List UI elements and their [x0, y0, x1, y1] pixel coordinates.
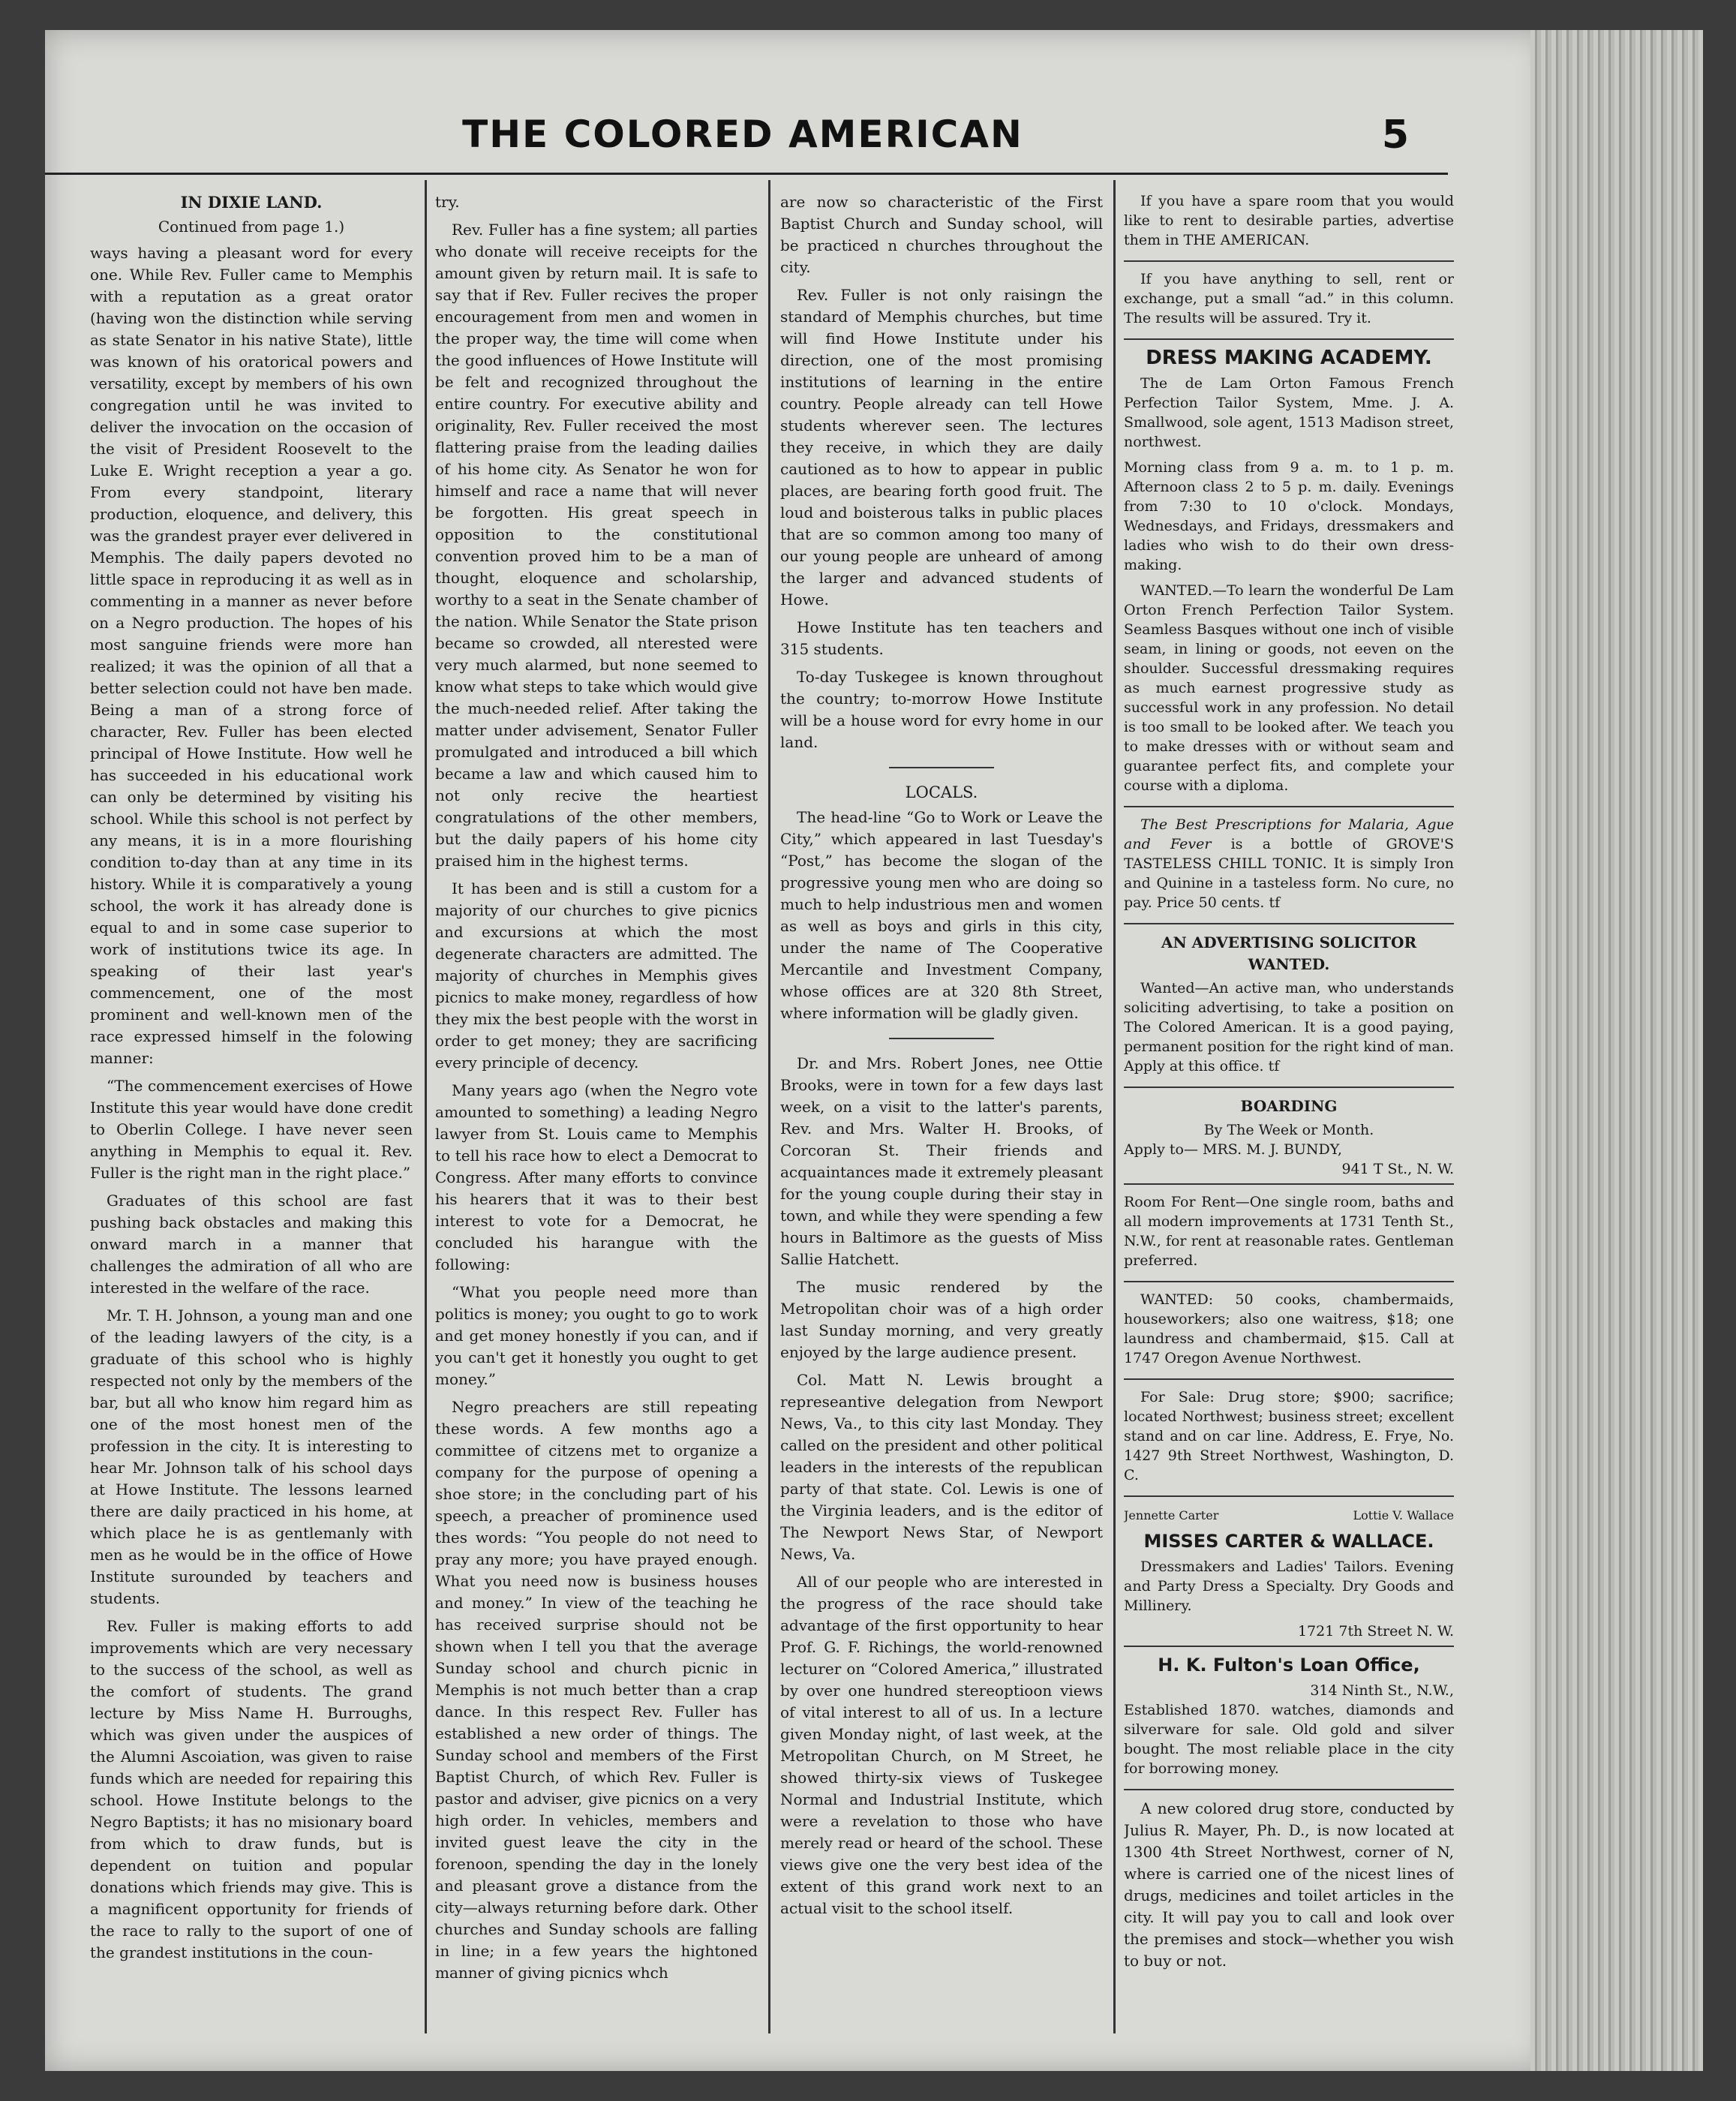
- proprietor-name: Lottie V. Wallace: [1353, 1508, 1454, 1522]
- ad-text: 1721 7th Street N. W.: [1297, 1623, 1454, 1640]
- paragraph: “What you people need more than politics is money; you ought to go to work and get money honestly if you can, and if you can't get it honestly you ought to get money.”: [435, 1283, 758, 1388]
- ad-text: WANTED: 50 cooks, chambermaids, houseworkers; also one waitress, $18; one laundress and chambermaid, $15. Call at 1747 Oregon Avenue Northwest.: [1124, 1291, 1454, 1366]
- column-1: [90, 191, 413, 2045]
- ad-text: Room For Rent—One single room, baths and all modern improvements at 1731 Tenth St., N.W., for rent at reasonable rates. Gentleman preferred.: [1124, 1194, 1454, 1269]
- ad-text: 941 T St., N. W.: [1341, 1161, 1454, 1177]
- column-2: [435, 191, 758, 2045]
- paragraph: To-day Tuskegee is known throughout the country; to-morrow Howe Institute will be a house word for evry home in our land.: [780, 668, 1103, 751]
- ad-title: DRESS MAKING ACADEMY.: [1146, 347, 1432, 369]
- paragraph: The music rendered by the Metropolitan choir was of a high order last Sunday morning, and very greatly enjoyed by the large audience present.: [780, 1278, 1103, 1361]
- ad-room-rent: [1124, 1192, 1454, 1282]
- ad-text: If you have anything to sell, rent or exchange, put a small “ad.” in this column. The results will be assured. Try it.: [1124, 271, 1454, 326]
- column-rule: [425, 180, 427, 2033]
- column-3: [780, 191, 1103, 2045]
- paragraph: Rev. Fuller is making efforts to add improvements which are very necessary to the success of the school, as well as the comfort of students. The grand lecture by Miss Name H. Burroughs, which was given under the auspices of the Alumni Ascoiation, was given to raise funds which are needed for repairing this school. Howe Institute belongs to the Negro Baptists; it has no misionary board from which to draw funds, but is dependent on tuition and popular donations which friends may give. This is a magnificent opportunity for friends of the race to rally to the suport of one of the grandest institutions in the coun-: [90, 1617, 413, 1961]
- ad-italic-text: The Best Prescriptions for Malaria, Ague and Fever: [1124, 816, 1454, 852]
- ad-text: Established 1870. watches, diamonds and silverware for sale. Old gold and silver bought. The most reliable place in the city for borrowing money.: [1124, 1702, 1454, 1777]
- paragraph: All of our people who are interested in the progress of the race should take advantage of the first opportunity to hear Prof. G. F. Richings, the world-renowned lecturer on “Colored America,” illustrated by over one hundred stereoptioon views of vital interest to all of us. In a lecture given Monday night, of last week, at the Metropolitan Church, on M Street, he showed thirty-six views of Tuskegee Normal and Industrial Institute, which were a revelation to those who have merely read or heard of the school. These views give one the very best idea of the extent of this grand work next to an actual visit to the school itself.: [780, 1573, 1103, 1917]
- header-rule: [45, 173, 1448, 175]
- ad-title: H. K. Fulton's Loan Office,: [1158, 1655, 1420, 1676]
- paragraph: ways having a pleasant word for every one. While Rev. Fuller came to Memphis with a reputation as a great orator (having won the distinction while serving as state Senator in his native State), little was known of his oratorical powers and versatility, except by members of his own congregation until he was invited to deliver the invocation on the occasion of the visit of President Roosevelt to the Luke E. Wright reception a year a go. From every standpoint, literary production, eloquence, and delivery, this was the grandest prayer ever delivered in Memphis. The daily papers devoted no little space in reproducing it as well as in commenting in a manner as never before on a Negro production. The hopes of his most sanguine friends were more han realized; it was the opinion of all that a better selection could not have ben made. Being a man of a strong force of character, Rev. Fuller has been elected principal of Howe Institute. How well he has succeeded in his educational work can only be determined by visiting his school. While this school is not perfect by any means, it is in a more flourishing condition to-day than at any time in its history. While it is comparatively a young school, the work it has already done is equal to and in some case superior to work of institutions twice its age. In speaking of their last year's commencement, one of the most prominent and well-known men of the race expressed himself in the folowing manner:: [90, 244, 413, 1067]
- paragraph: Col. Matt N. Lewis brought a represeantive delegation from Newport News, Va., to this city last Monday. They called on the president and other political leaders in the interests of the republican party of that state. Col. Lewis is one of the Virginia leaders, and is the editor of The Newport News Star, of Newport News, Va.: [780, 1371, 1103, 1563]
- ad-spare-room: [1124, 191, 1454, 262]
- paragraph: Rev. Fuller has a fine system; all parties who donate will receive receipts for the amount given by return mail. It is safe to say that if Rev. Fuller recives the proper encouragement from men and women in the proper way, the time will come when the good influences of Howe Institute will be felt and recognized throughout the entire country. For executive ability and originality, Rev. Fuller received the most flattering praise from the leading dailies of his home city. As Senator he won for himself and race a name that will never be forgotten. His great speech in opposition to the constitutional convention proved him to be a man of thought, eloquence and scholarship, worthy to a seat in the Senate chamber of the nation. While Senator the State prison became so crowded, all nterested were very much alarmed, but none seemed to know what steps to take which would give the much-needed relief. After taking the matter under advisement, Senator Fuller promulgated and introduced a bill which became a law and which caused him to not only recive the heartiest congratulations of the other members, but the daily papers of his home city praised him in the highest terms.: [435, 221, 758, 870]
- paragraph: Howe Institute has ten teachers and 315 students.: [780, 618, 1103, 658]
- page-number: 5: [1381, 113, 1410, 158]
- ad-drug-store-sale: [1124, 1387, 1454, 1497]
- ad-text: Apply to— MRS. M. J. BUNDY,: [1124, 1141, 1342, 1158]
- ad-text: [1124, 815, 1454, 912]
- ad-text: 314 Ninth St., N.W.,: [1310, 1682, 1454, 1699]
- paragraph: Mr. T. H. Johnson, a young man and one of the leading lawyers of the city, is a graduate of this school who is highly respected not only by the members of the bar, but all who know him regard him as one of the most honest men of the profession in the city. It is interesting to hear Mr. Johnson talk of his school days at Howe Institute. The lessons learned there are daily practiced in his home, at which place he is as gentlemanly with men as he would be in the office of Howe Institute surounded by teachers and students.: [90, 1306, 413, 1607]
- ad-boarding: [1124, 1096, 1454, 1185]
- ad-text: Dressmakers and Ladies' Tailors. Evening and Party Dress a Specialty. Dry Goods and Millinery.: [1124, 1558, 1454, 1614]
- ad-new-drug-store: [1124, 1798, 1454, 1972]
- ad-title: BOARDING: [1240, 1097, 1338, 1115]
- paragraph: It has been and is still a custom for a majority of our churches to give picnics and excursions at which the most degenerate characters are admitted. The majority of churches in Memphis gives picnics to make money, regardless of how they mix the best people with the worst in order to get money; they are sacrificing every principle of decency.: [435, 879, 758, 1072]
- section-divider: [889, 1038, 994, 1039]
- proprietor-name: Jennette Carter: [1124, 1508, 1219, 1522]
- ad-fulton-loan: [1124, 1655, 1454, 1790]
- locals-heading: LOCALS.: [905, 783, 978, 801]
- ad-chill-tonic: [1124, 815, 1454, 924]
- paragraph: Dr. and Mrs. Robert Jones, nee Ottie Brooks, were in town for a few days last week, on a visit to the latter's parents, Rev. and Mrs. Walter H. Brooks, of Corcoran St. Their friends and acquaintances made it extremely pleasant for the young couple during their stay in town, and while they were spending a few hours in Baltimore as the guests of Miss Sallie Hatchett.: [780, 1054, 1103, 1268]
- paragraph: Many years ago (when the Negro vote amounted to something) a leading Negro lawyer from St. Louis came to Memphis to tell his race how to elect a Democrat to Congress. After many efforts to convince his hearers that it was to their best interest to vote for a Democrat, he concluded his harangue with the following:: [435, 1081, 758, 1273]
- paragraph: Rev. Fuller is not only raisingn the standard of Memphis churches, but time will find Howe Institute under his direction, one of the most promising institutions of learning in the entire country. People already can tell Howe students wherever seen. The lectures they receive, in which they are daily cautioned as to how to appear in public places, are bearing forth good fruit. The loud and boisterous talks in public places that are so common among too many of our young people are unheard of among the larger and advanced students of Howe.: [780, 286, 1103, 609]
- ad-text: is a bottle of GROVE'S TASTELESS CHILL TONIC. It is simply Iron and Quinine in a tasteless form. No cure, no pay. Price 50 cents.: [1124, 836, 1454, 911]
- column-4-ads: [1124, 191, 1454, 2045]
- ad-text: [1124, 978, 1454, 1076]
- paragraph: Graduates of this school are fast pushing back obstacles and making this onward march in a manner that challenges the admiration of all who are interested in the welfare of the race.: [90, 1192, 413, 1297]
- paragraph: Negro preachers are still repeating these words. A few months ago a committee of citzens met to organize a company for the purpose of opening a shoe store; in the concluding part of his speech, a preacher of prominence used thes words: “You people do not need to pray any more; you have prayed enough. What you need now is business houses and money.” In view of the teaching he has received surprise should not be shown when I tell you that the average Sunday school and church picnic in Memphis is not much better than a crap dance. In this respect Rev. Fuller has established a new order of things. The Sunday school and members of the First Baptist Church, of which Rev. Fuller is pastor and adviser, give picnics on a very high order. In vehicles, members and invited guest leave the city in the forenoon, spending the day in the lonely and pleasant grove a distance from the city—always returning before dark. Other churches and Sunday schools are falling in line; in a few years the hightoned manner of giving picnics whch: [435, 1398, 758, 1982]
- paragraph: are now so characteristic of the First Baptist Church and Sunday school, will be practiced n churches throughout the city.: [780, 193, 1103, 276]
- column-rule: [768, 180, 770, 2033]
- ad-text: A new colored drug store, conducted by Julius R. Mayer, Ph. D., is now located at 1300 4th Street Northwest, corner of N, where is carried one of the nicest lines of drugs, medicines and toilet articles in the city. It will pay you to call and look over the premises and stock—whether you wish to buy or not.: [1124, 1799, 1454, 1970]
- ad-text: For Sale: Drug store; $900; sacrifice; located Northwest; business street; excellent stand and on car line. Address, E. Frye, No. 1427 9th Street Northwest, Washington, D. C.: [1124, 1389, 1454, 1483]
- book-page-edges: [1530, 30, 1703, 2071]
- ad-carter-wallace: [1124, 1504, 1454, 1647]
- ad-tf-mark: tf: [1269, 894, 1281, 911]
- column-rule: [1113, 180, 1116, 2033]
- proprietor-names: [1124, 1504, 1454, 1526]
- ad-tf-mark: tf: [1268, 1058, 1280, 1075]
- ad-text: Morning class from 9 a. m. to 1 p. m. Afternoon class 2 to 5 p. m. daily. Evenings from 7:30 to 10 o'clock. Mondays, Wednesdays, and Fridays, dressmakers and ladies who wish to do their own dress-making.: [1124, 459, 1454, 573]
- ad-solicitor: [1124, 932, 1454, 1088]
- ad-wanted-cooks: [1124, 1290, 1454, 1380]
- paragraph: “The commencement exercises of Howe Institute this year would have done credit to Oberlin College. I have never seen anything in Memphis to equal it. Rev. Fuller is the right man in the right place.”: [90, 1077, 413, 1182]
- ad-text: Wanted—An active man, who understands soliciting advertising, to take a position on The Colored American. It is a good paying, permanent position for the right kind of man. Apply at this office.: [1124, 980, 1454, 1075]
- ad-text: The de Lam Orton Famous French Perfection Tailor System, Mme. J. A. Smallwood, sole agent, 1513 Madison street, northwest.: [1124, 375, 1454, 450]
- masthead: THE COLORED AMERICAN: [462, 113, 1023, 156]
- ad-dress-making: [1124, 347, 1454, 807]
- ad-title: AN ADVERTISING SOLICITOR WANTED.: [1161, 933, 1417, 973]
- ad-text: If you have a spare room that you would like to rent to desirable parties, advertise them in THE AMERICAN.: [1124, 193, 1454, 248]
- paragraph: The head-line “Go to Work or Leave the City,” which appeared in last Tuesday's “Post,” has become the slogan of the progressive young men who are doing so much to help industrious men and women as well as boys and girls in this city, under the name of The Cooperative Mercantile and Investment Company, whose offices are at 320 8th Street, where information will be gladly given.: [780, 808, 1103, 1022]
- article-heading: IN DIXIE LAND.: [180, 193, 323, 212]
- ad-title: MISSES CARTER & WALLACE.: [1143, 1531, 1434, 1552]
- ad-text: WANTED.—To learn the wonderful De Lam Orton French Perfection Tailor System. Seamless Basques without one inch of visible seam, in lining or goods, not eeven on the shoulder. Successful dressmaking requires as much earnest progressive study as successful work in any profession. No detail is too small to be looked after. We teach you to make dresses with or without seam and guarantee perfect fits, and complete your course with a diploma.: [1124, 582, 1454, 794]
- ad-text: By The Week or Month.: [1203, 1122, 1374, 1138]
- continued-note: Continued from page 1.): [158, 218, 345, 236]
- paragraph: try.: [435, 193, 460, 211]
- section-divider: [889, 767, 994, 768]
- ad-sell: [1124, 269, 1454, 340]
